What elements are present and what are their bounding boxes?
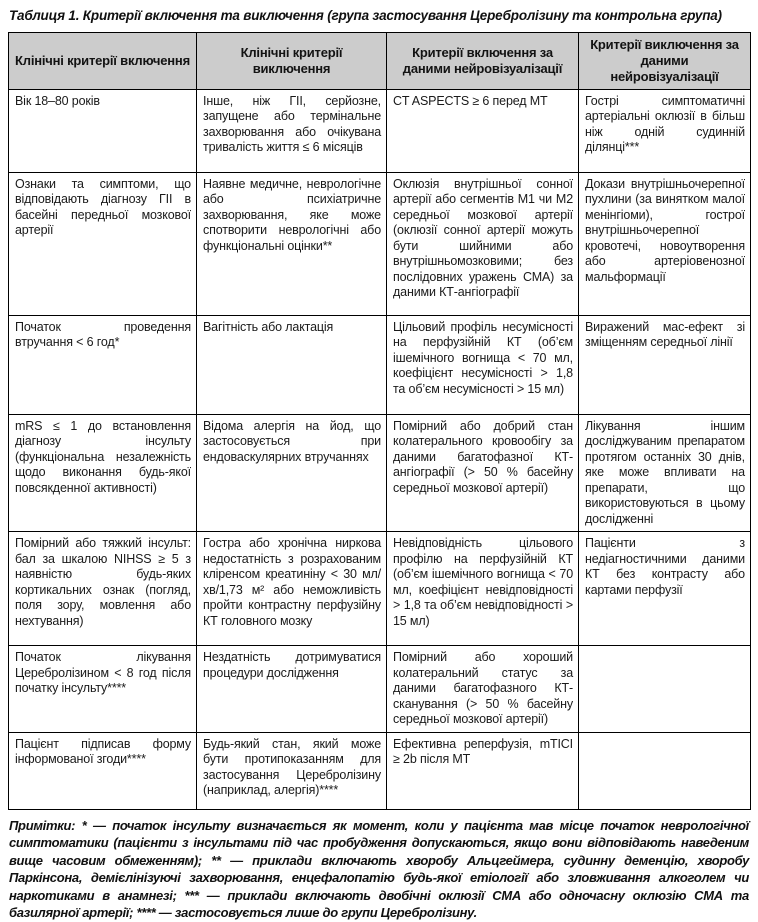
table-cell: Цільовий профіль несумісності на перфузійній КТ (об’єм ішемічного вогнища < 70 мл, коефіцієнт несумісності > 1,8 та об’єм несумісності > 15 мл) [387, 315, 579, 414]
table-cell: Докази внутрішньочерепної пухлини (за винятком малої менінгіоми), гострої внутрішньочерепної кровотечі, новоутворення або артеріовенозної мальформації [579, 172, 751, 315]
table-row [9, 646, 751, 733]
table-cell: Невідповідність цільового профілю на перфузійній КТ (об’єм ішемічного вогнища < 70 мл, коефіцієнт невідповідності > 1,8 та об’єм невідповідності > 15 мл) [387, 532, 579, 646]
col-header-clinical-exclusion: Клінічні критерії виключення [197, 32, 387, 89]
table-cell: Оклюзія внутрішньої сонної артерії або сегментів М1 чи М2 середньої мозкової артерії (оклюзії сонної артерії можуть бути шийними або внутрішньомозковими; без послідовних уражень СМА) за даними КТ-ангіографії [387, 172, 579, 315]
table-row [9, 315, 751, 414]
footnotes: Примітки: * — початок інсульту визначається як момент, коли у пацієнта мав місце початок неврологічної симптоматики (пацієнти з інсультами під час пробудження допускаються, якщо вони відповідають наведеним вище часовим обмеженням); ** — приклади включають хворобу Альцгеймера, судинну деменцію, хворобу Паркінсона, демієлінізуючі захворювання, енцефалопатію будь-якої етіології або зловживання алкоголем чи наркотиками в анамнезі; *** — приклади включають двобічні оклюзії СМА або одночасну оклюзію СМА та базилярної артерії; **** — застосовується лише до групи Церебролізину. [9, 817, 749, 921]
col-header-imaging-inclusion: Критерії включення за даними нейровізуалізації [387, 32, 579, 89]
col-header-clinical-inclusion: Клінічні критерії включення [9, 32, 197, 89]
table-row [9, 89, 751, 172]
table-cell: Наявне медичне, неврологічне або психіатричне захворювання, яке може спотворити неврологічні або функціональні оцінки** [197, 172, 387, 315]
table-cell: Помірний або добрий стан колатерального кровообігу за даними багатофазної КТ-ангіографії (> 50 % басейну середньої мозкової артерії) [387, 414, 579, 532]
table-row [9, 172, 751, 315]
table-row [9, 414, 751, 532]
table-title: Таблиця 1. Критерії включення та виключення (група застосування Церебролізину та контрольна група) [9, 8, 722, 23]
table-header-row [9, 32, 751, 89]
table-cell: CT ASPECTS ≥ 6 перед МТ [387, 89, 579, 172]
table-cell: Ефективна реперфузія, mTICI ≥ 2b після МТ [387, 732, 579, 809]
table-cell: Виражений мас-ефект зі зміщенням середньої лінії [579, 315, 751, 414]
table-cell: Будь-який стан, який може бути протипоказанням для застосування Церебролізину (наприклад, алергія)**** [197, 732, 387, 809]
table-cell: mRS ≤ 1 до встановлення діагнозу інсульту (функціональна незалежність щодо виконання будь-якої повсякденної активності) [9, 414, 197, 532]
table-cell: Помірний або хороший колатеральний статус за даними багатофазного КТ-сканування (> 50 % басейну середньої мозкової артерії) [387, 646, 579, 733]
table-cell: Початок проведення втручання < 6 год* [9, 315, 197, 414]
table-cell: Нездатність дотримуватися процедури дослідження [197, 646, 387, 733]
col-header-imaging-exclusion: Критерії виключення за даними нейровізуалізації [579, 32, 751, 89]
table-row [9, 532, 751, 646]
table-cell [579, 732, 751, 809]
table-cell: Вік 18–80 років [9, 89, 197, 172]
table-cell: Гострі симптоматичні артеріальні оклюзії в більш ніж одній судинній ділянці*** [579, 89, 751, 172]
table-cell: Початок лікування Церебролізином < 8 год після початку інсульту**** [9, 646, 197, 733]
table-cell: Ознаки та симптоми, що відповідають діагнозу ГІІ в басейні передньої мозкової артерії [9, 172, 197, 315]
table-cell: Інше, ніж ГІІ, серйозне, запущене або термінальне захворювання або очікувана тривалість життя ≤ 6 місяців [197, 89, 387, 172]
table-cell: Пацієнт підписав форму інформованої згоди**** [9, 732, 197, 809]
table-cell: Гостра або хронічна ниркова недостатність з розрахованим кліренсом креатиніну < 30 мл/хв/1,73 м² або неможливість пройти контрастну перфузійну КТ головного мозку [197, 532, 387, 646]
table-cell: Лікування іншим досліджуваним препаратом протягом останніх 30 днів, яке може впливати на препарати, що використовуються в цьому дослідженні [579, 414, 751, 532]
table-cell: Пацієнти з недіагностичними даними КТ без контрасту або картами перфузії [579, 532, 751, 646]
table-cell: Вагітність або лактація [197, 315, 387, 414]
table-cell: Помірний або тяжкий інсульт: бал за шкалою NIHSS ≥ 5 з наявністю будь-яких кортикальних ознак (погляд, поля зору, мовлення або нехтування) [9, 532, 197, 646]
criteria-table [8, 32, 751, 810]
table-row [9, 732, 751, 809]
table-cell [579, 646, 751, 733]
table-cell: Відома алергія на йод, що застосовується при ендоваскулярних втручаннях [197, 414, 387, 532]
